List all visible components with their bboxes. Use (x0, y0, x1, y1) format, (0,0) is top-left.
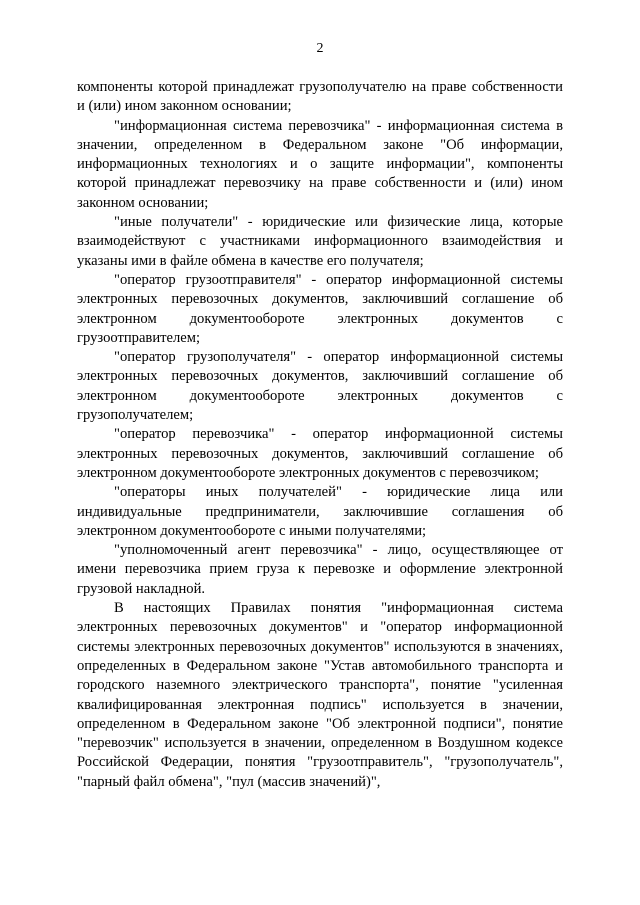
definition-carrier-information-system: "информационная система перевозчика" - информационная система в значении, определенном в Федеральном законе "Об информации, информационных технологиях и о защите информации", компоненты которой принадлежат перевозчику на праве собственности и (или) ином законном основании; (77, 117, 563, 211)
definition-shipper-operator: "оператор грузоотправителя" - оператор информационной системы электронных перевозочных документов, заключивший соглашение об электронном документообороте электронных документов с грузоотправителем; (77, 271, 563, 346)
definition-consignee-operator: "оператор грузополучателя" - оператор информационной системы электронных перевозочных документов, заключивший соглашение об электронном документообороте электронных документов с грузополучателем; (77, 349, 563, 424)
definition-other-recipients: "иные получатели" - юридические или физические лица, которые взаимодействуют с участниками информационного взаимодействия и указаны ими в файле обмена в качестве его получателя; (77, 214, 563, 269)
paragraph-terms-usage: В настоящих Правилах понятия "информационная система электронных перевозочных документов" и "оператор информационной системы электронных перевозочных документов" используются в значениях, определенных в Федеральном законе "Устав автомобильного транспорта и городского наземного электрического транспорта", понятие "усиленная квалифицированная электронная подпись" используется в значении, определенном в Федеральном законе "Об электронной подписи", понятие "перевозчик" используется в значении, определенном в Воздушном кодексе Российской Федерации, понятия "грузоотправитель", "грузополучатель", "парный файл обмена", "пул (массив значений)", (77, 600, 563, 790)
definition-authorized-carrier-agent: "уполномоченный агент перевозчика" - лицо, осуществляющее от имени перевозчика прием груза к перевозке и оформление электронной грузовой накладной. (77, 542, 563, 597)
definition-carrier-operator: "оператор перевозчика" - оператор информационной системы электронных перевозочных документов, заключивший соглашение об электронном документообороте электронных документов с перевозчиком; (77, 426, 563, 481)
document-body (77, 78, 563, 792)
page-number: 2 (316, 41, 324, 56)
paragraph-continuation: компоненты которой принадлежат грузополучателю на праве собственности и (или) ином законном основании; (77, 79, 563, 115)
definition-other-recipients-operators: "операторы иных получателей" - юридические лица или индивидуальные предприниматели, заключившие соглашения об электронном документообороте с иными получателями; (77, 484, 563, 539)
